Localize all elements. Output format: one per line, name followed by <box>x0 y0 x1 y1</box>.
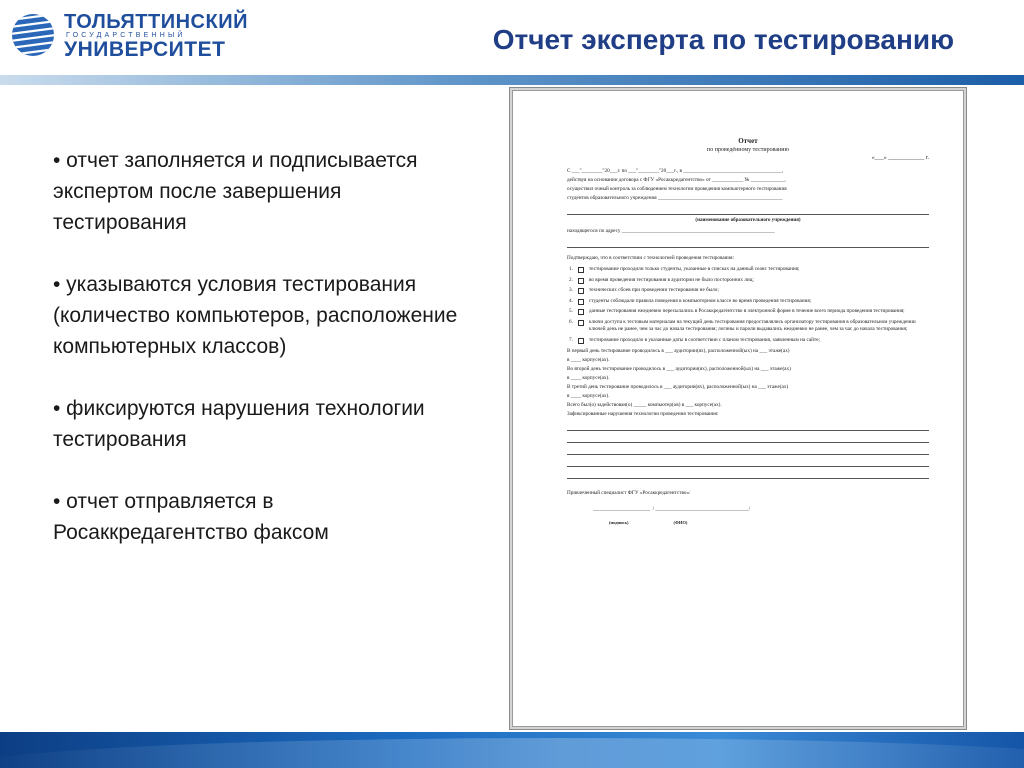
form-line: осуществил очный контроль за соблюдением технологии проведения компьютерного тестирования <box>567 186 787 192</box>
bullet-item: • указываются условия тестирования (количество компьютеров, расположение компьютерных классов) <box>53 273 458 358</box>
logo-text-line3: УНИВЕРСИТЕТ <box>64 38 226 61</box>
item-number: 1. <box>569 266 573 272</box>
item-text: во время проведения тестирования в аудитории не было посторонних лиц; <box>589 276 754 283</box>
form-line: студентов образовательного учреждения ________________________________________________ <box>567 195 783 201</box>
checkbox-icon <box>578 338 584 344</box>
bullet-item: • фиксируются нарушения технологии тестирования <box>53 397 425 451</box>
report-form-image <box>512 90 964 727</box>
form-inst-label: (наименование образовательного учреждения) <box>695 218 801 223</box>
form-day-line: В первый день тестирование проводилось в ___ аудитории(ях), расположенной(ых) на ___ этаже(ах) <box>567 348 790 354</box>
item-text: технических сбоев при проведении тестирования не было; <box>589 287 719 293</box>
form-signature-line: ______________________ / ____________________________________/ <box>593 506 751 512</box>
form-date-line: «___» ____________ г. <box>871 155 929 161</box>
form-blank-rule <box>567 455 929 467</box>
report-form-content <box>567 129 929 525</box>
form-total-line: Всего был(о) задействован(о) _____ компьютер(ов) в ___ корпусе(ах). <box>567 402 722 408</box>
form-title: Отчет <box>738 137 758 145</box>
checkbox-icon <box>578 309 584 315</box>
slide-title: Отчет эксперта по тестированию <box>492 24 954 55</box>
form-day-line: в ____ корпусе(ах). <box>567 375 610 381</box>
form-blank-rule <box>567 203 929 215</box>
form-blank-rule <box>567 443 929 455</box>
form-check-item <box>567 266 929 274</box>
item-number: 2. <box>569 276 573 283</box>
form-check-item <box>567 319 929 334</box>
header-band <box>0 75 1024 85</box>
form-line: С ___"________"20___г. по ___"________"20___г., в ______________________________________, <box>567 168 784 174</box>
bullet-item: • отчет заполняется и подписывается экспертом после завершения тестирования <box>53 149 418 234</box>
form-check-item <box>567 298 929 306</box>
form-blank-rule <box>567 467 929 479</box>
form-confirm-line: Подтверждаю, что в соответствии с технологией проведения тестирования: <box>567 255 735 261</box>
logo-text-line1: ТОЛЬЯТТИНСКИЙ <box>64 11 248 33</box>
item-number: 7. <box>569 336 573 343</box>
item-number: 3. <box>569 287 573 293</box>
item-text: студенты соблюдали правила поведения в компьютерном классе во время проведения тестирования; <box>589 297 812 304</box>
form-day-line: Во второй день тестирование проводилось в ___ аудитории(ях), расположенной(ых) на ___ этаже(ах) <box>567 366 791 372</box>
item-text: ключи доступа к тестовым материалам на текущий день тестирования предоставлялись организатору тестирования в образовательном учреждении ключей день не ранее, чем за час до начала тестирования; логины и пароли выдавались ежедневно не ранее, чем за час до начала тестирования; <box>589 318 916 332</box>
form-specialist-label: Привлеченный специалист ФГУ «Росаккредагентство»: <box>567 490 691 496</box>
form-blank-rule <box>567 431 929 443</box>
checkbox-icon <box>578 320 584 326</box>
form-check-item <box>567 337 929 345</box>
form-day-line: В третий день тестирование проводилось в ___ аудитории(ях), расположенной(ых) на ___ этаже(ах) <box>567 384 789 390</box>
form-check-item <box>567 308 929 316</box>
university-logo <box>10 10 248 61</box>
item-text: тестирование проходили только студенты, указанные в списках на данный сеанс тестирования; <box>589 266 800 272</box>
checkbox-icon <box>578 299 584 305</box>
form-violations-label: Зафиксированные нарушения технологии проведения тестирования: <box>567 411 719 417</box>
form-line: действуя на основании договора с ФГУ «Росаккредагентство» от ____________ № _____________, <box>567 177 786 183</box>
checkbox-icon <box>578 288 584 294</box>
bullet-list <box>53 145 473 579</box>
form-subtitle: по проведённому тестированию <box>707 147 789 153</box>
form-day-line: в ____ корпусе(ах). <box>567 393 610 399</box>
footer-band <box>0 732 1024 768</box>
logo-text-line2: ГОСУДАРСТВЕННЫЙ <box>66 32 186 39</box>
form-signature-labels: (подпись) (ФИО) <box>609 520 688 525</box>
checkbox-icon <box>578 278 584 284</box>
form-blank-rule <box>567 419 929 431</box>
form-check-item <box>567 287 929 295</box>
item-number: 5. <box>569 308 573 314</box>
form-checklist <box>567 266 929 344</box>
bullet-item: • отчет отправляется в Росаккредагентство факсом <box>53 490 329 544</box>
checkbox-icon <box>578 267 584 273</box>
item-text: тестирование проходило в указанные даты в соответствии с планом тестирования, заявленным на сайте; <box>589 336 820 343</box>
form-check-item <box>567 277 929 285</box>
form-day-line: в ____ корпусе(ах). <box>567 357 610 363</box>
item-text: данные тестирования ежедневно пересылались в Росаккредагентство в электронной форме в течение всего периода проведения тестирования; <box>589 308 905 314</box>
item-number: 4. <box>569 297 573 304</box>
form-blank-rule <box>567 236 929 248</box>
item-number: 6. <box>569 318 573 325</box>
globe-icon <box>10 12 56 58</box>
form-address-line: находящегося по адресу ___________________________________________________________ <box>567 228 775 234</box>
